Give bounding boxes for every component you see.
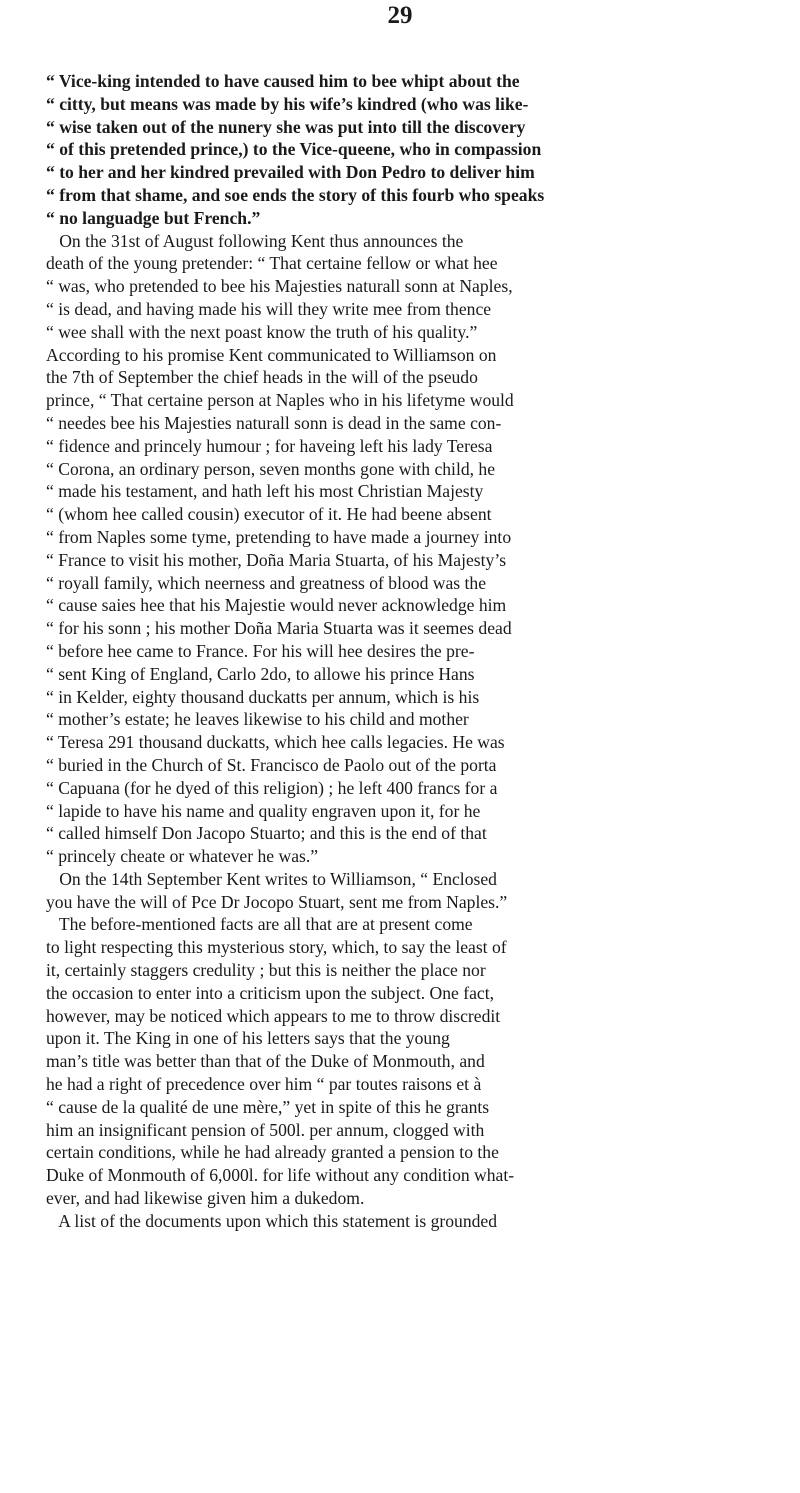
text-line: “ citty, but means was made by his wife’s kindred (who was like- [46, 93, 529, 114]
text-line: “ from Naples some tyme, pretending to have made a journey into [46, 526, 512, 547]
text-line: “ lapide to have his name and quality engraven upon it, for he [46, 800, 481, 821]
text-line: “ Vice-king intended to have caused him to bee whipt about the [46, 71, 520, 91]
text-line: “ cause de la qualité de une mère,” yet in spite of this he grants [46, 1096, 490, 1117]
text-line: man’s title was better than that of the Duke of Monmouth, and [46, 1051, 485, 1072]
text-line: “ in Kelder, eighty thousand duckatts per annum, which is his [46, 686, 480, 707]
text-line: “ wee shall with the next poast know the truth of his quality.” [46, 321, 478, 342]
text-line: “ needes bee his Majesties naturall sonn is dead in the same con- [46, 412, 502, 433]
text-line: “ from that shame, and soe ends the story of this fourb who speaks [46, 184, 545, 205]
text-line: On the 31st of August following Kent thus announces the [46, 230, 464, 251]
text-line: The before-mentioned facts are all that are at present come [46, 914, 473, 935]
text-line: “ called himself Don Jacopo Stuarto; and this is the end of that [46, 823, 487, 844]
text-line: the occasion to enter into a criticism upon the subject. One fact, [46, 982, 495, 1003]
text-line: Duke of Monmouth of 6,000l. for life without any condition what- [46, 1165, 515, 1186]
text-line: “ is dead, and having made his will they write mee from thence [46, 298, 492, 319]
text-line: On the 14th September Kent writes to Williamson, “ Enclosed [46, 868, 497, 889]
text-line: “ cause saies hee that his Majestie would never acknowledge him [46, 595, 507, 616]
text-line: “ made his testament, and hath left his most Christian Majesty [46, 481, 484, 502]
text-line: to light respecting this mysterious story, which, to say the least of [46, 937, 507, 958]
text-line: “ royall family, which neerness and greatness of blood was the [46, 572, 487, 593]
text-line: the 7th of September the chief heads in the will of the pseudo [46, 367, 478, 388]
text-line: certain conditions, while he had already granted a pension to the [46, 1142, 499, 1163]
text-line: “ France to visit his mother, Doña Maria Stuarta, of his Majesty’s [46, 549, 507, 570]
text-line: “ Corona, an ordinary person, seven months gone with child, he [46, 458, 496, 479]
text-line: “ (whom hee called cousin) executor of it. He had beene absent [46, 504, 492, 525]
text-line: him an insignificant pension of 500l. per annum, clogged with [46, 1119, 485, 1140]
text-line: it, certainly staggers credulity ; but this is neither the place nor [46, 960, 486, 981]
text-line: however, may be noticed which appears to me to throw discredit [46, 1005, 501, 1026]
text-line: “ to her and her kindred prevailed with Don Pedro to deliver him [46, 162, 535, 183]
text-line: “ no languadge but French.” [46, 207, 261, 228]
text-line: “ for his sonn ; his mother Doña Maria Stuarta was it seemes dead [46, 618, 512, 639]
text-line: “ was, who pretended to bee his Majesties naturall sonn at Naples, [46, 276, 513, 297]
page-number: 29 [387, 2, 413, 29]
text-line: “ buried in the Church of St. Francisco de Paolo out of the porta [46, 754, 497, 775]
text-line: he had a right of precedence over him “ par toutes raisons et à [46, 1074, 482, 1095]
text-line: A list of the documents upon which this statement is grounded [46, 1210, 498, 1231]
text-line: “ before hee came to France. For his will hee desires the pre- [46, 640, 475, 661]
text-line: you have the will of Pce Dr Jocopo Stuart, sent me from Naples.” [46, 891, 508, 912]
text-line: “ mother’s estate; he leaves likewise to his child and mother [46, 709, 469, 730]
text-line: “ Capuana (for he dyed of this religion) ; he left 400 francs for a [46, 777, 498, 798]
text-line: “ wise taken out of the nunery she was put into till the discovery [46, 116, 526, 137]
text-line: ever, and had likewise given him a dukedom. [46, 1188, 365, 1209]
text-line: prince, “ That certaine person at Naples who in his lifetyme would [46, 390, 514, 411]
text-line: “ fidence and princely humour ; for haveing left his lady Teresa [46, 435, 493, 456]
text-line: “ of this pretended prince,) to the Vice-queene, who in compassion [46, 139, 542, 160]
text-line: “ sent King of England, Carlo 2do, to allowe his prince Hans [46, 663, 475, 684]
text-line: According to his promise Kent communicated to Williamson on [46, 344, 497, 365]
text-line: upon it. The King in one of his letters says that the young [46, 1028, 450, 1049]
body-text [46, 70, 771, 1233]
text-line: “ princely cheate or whatever he was.” [46, 846, 319, 867]
text-line: death of the young pretender: “ That certaine fellow or what hee [46, 253, 498, 274]
text-line: “ Teresa 291 thousand duckatts, which hee calls legacies. He was [46, 732, 505, 753]
